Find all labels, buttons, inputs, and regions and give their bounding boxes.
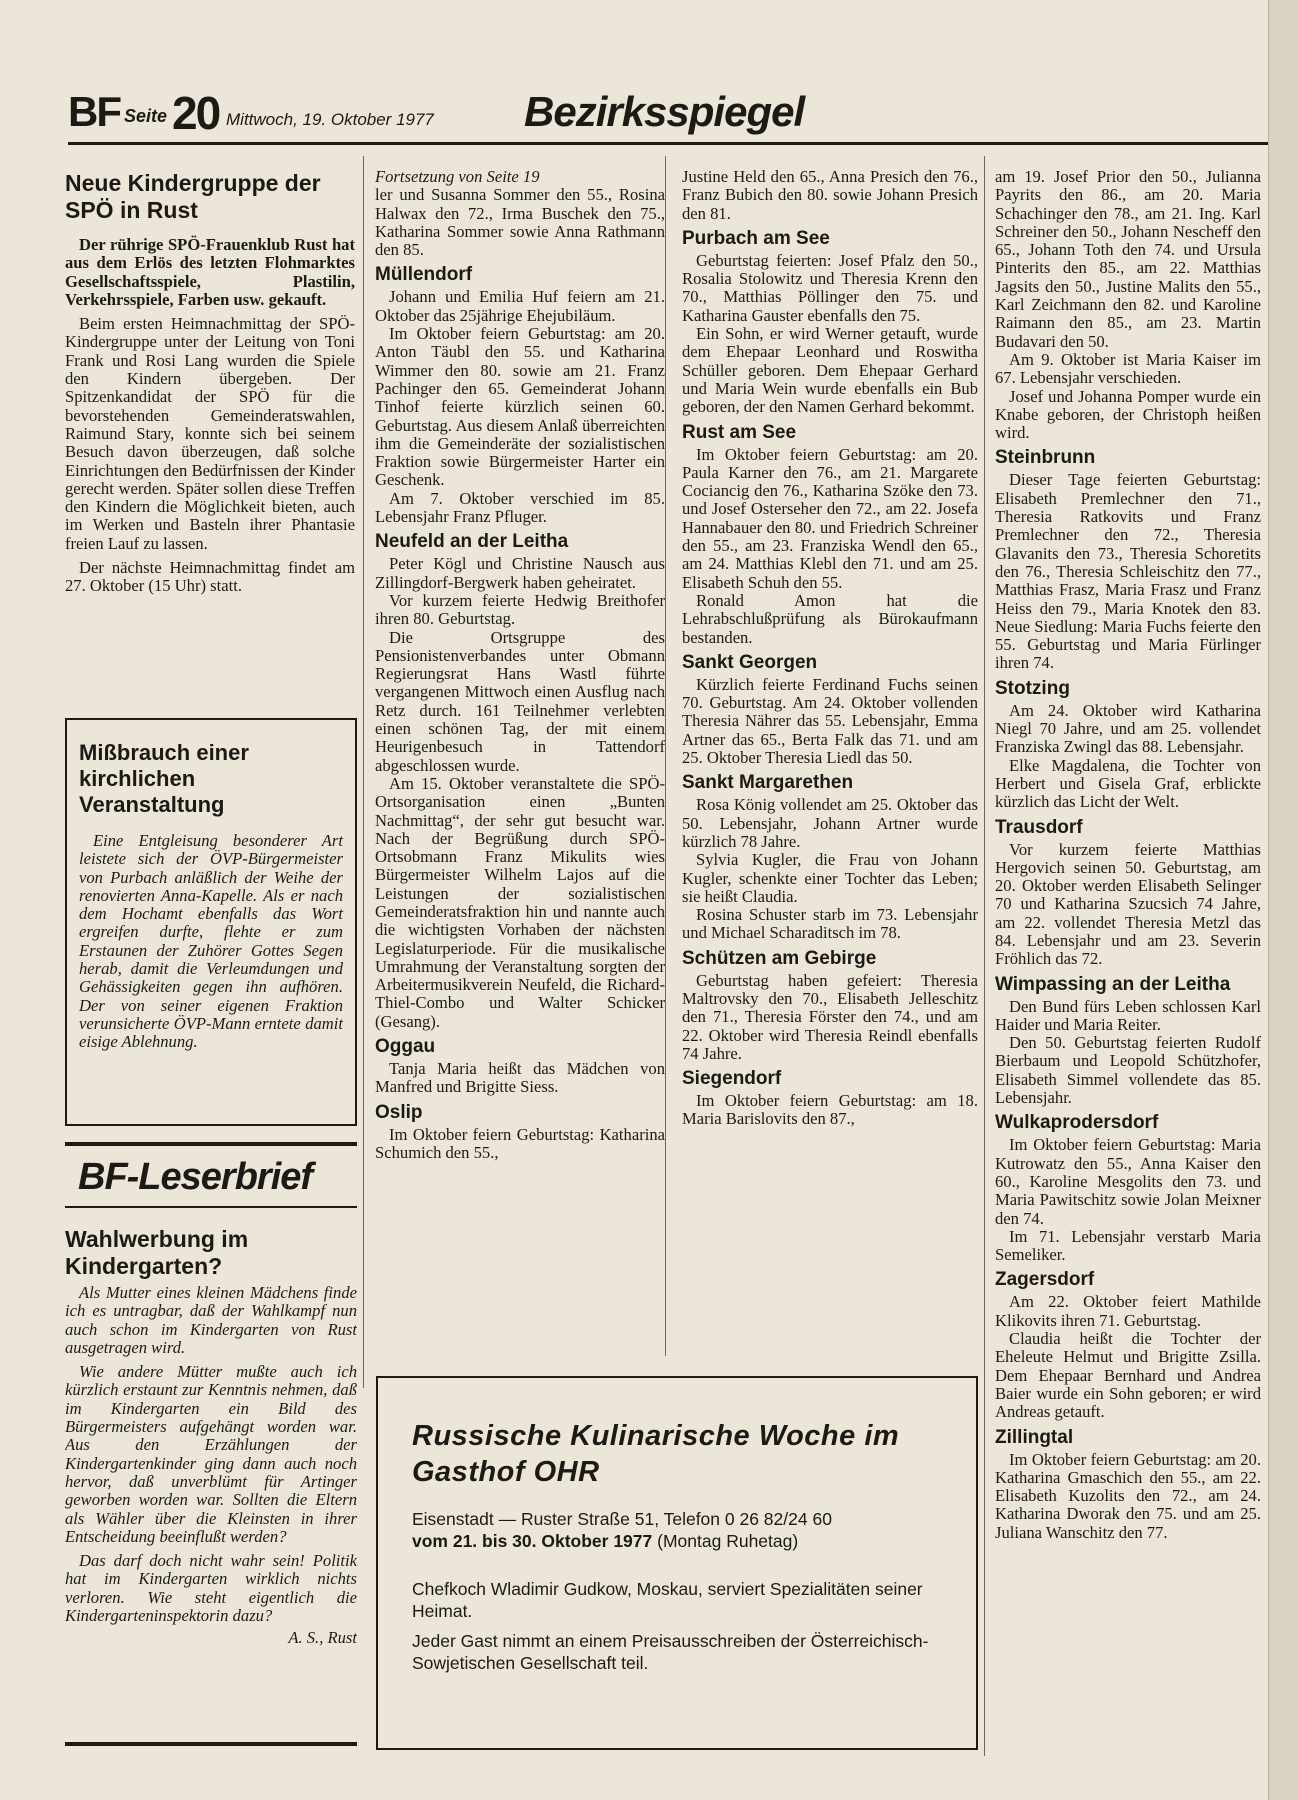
ad-title-line-2: Gasthof OHR [412, 1456, 600, 1488]
news-paragraph: Geburtstag haben gefeiert: Theresia Maltrovsky den 70., Elisabeth Jelleschitz den 71., Theresia Förster den 74., und am 22. Oktober wird Theresia Reindl ebenfalls 74 Jahre. [682, 970, 978, 1063]
news-paragraph: Im Oktober feiern Geburtstag: am 20. Katharina Gmaschich den 55., am 22. Elisabeth Kuzolits den 72., am 24. Katharina Dworak den 75. und am 25. Juliana Wanschitz den 77. [995, 1449, 1261, 1542]
ad-chef: Chefkoch Wladimir Gudkow, Moskau, serviert Spezialitäten seiner Heimat. [412, 1579, 923, 1621]
article-lead: Der rührige SPÖ-Frauenklub Rust hat aus dem Erlös des letzten Flohmarktes Gesellschaftsspiele, Plastilin, Verkehrsspiele, Farben usw. gekauft. [65, 235, 355, 309]
news-paragraph: Kürzlich feierte Ferdinand Fuchs seinen 70. Geburtstag. Am 24. Oktober vollenden Theresia Nährer das 55. Lebensjahr, Emma Artner das 65., Berta Falk das 71. und am 25. Oktober Theresia Liedl das 50. [682, 674, 978, 768]
place-heading-muellendorf: Müllendorf [375, 264, 473, 286]
reader-letter [65, 1226, 357, 1752]
adjacent-page-edge [1268, 0, 1298, 1800]
place-heading-siegendorf: Siegendorf [682, 1068, 782, 1090]
letter-signature: A. S., Rust [288, 1628, 357, 1648]
news-paragraph: Am 9. Oktober ist Maria Kaiser im 67. Lebensjahr verschieden. [995, 349, 1261, 388]
news-paragraph: Ein Sohn, er wird Werner getauft, wurde dem Ehepaar Leonhard und Roswitha Schüller geboren. Dem Ehepaar Gerhard und Maria Wein wurde ebenfalls ein Bub geboren, der den Namen Gerhard bekommt. [682, 324, 978, 417]
place-heading-neufeld: Neufeld an der Leitha [375, 531, 569, 553]
article-kindergruppe [65, 170, 355, 702]
leserbrief-heading: BF-Leserbrief [78, 1156, 313, 1198]
news-paragraph: Im Oktober feiern Geburtstag: am 20. Anton Täubl den 55. und Katharina Wimmer den 80. sowie am 21. Franz Pachinger den 65. Gemeinderat Johann Tinhof feierte kürzlich seinen 60. Geburtstag. Aus diesem Anlaß überreichten ihm die Gemeinderäte der sozialistischen Fraktion sowie Bürgermeister Harter ein Geschenk. [375, 324, 665, 490]
news-paragraph: Josef und Johanna Pomper wurde ein Knabe geboren, der Christoph heißen wird. [995, 386, 1261, 443]
place-heading-purbach: Purbach am See [682, 227, 830, 249]
news-paragraph: Im Oktober feiern Geburtstag: Katharina Schumich den 55., [375, 1124, 665, 1162]
leserbrief-rule [65, 1142, 357, 1146]
article-paragraph: Beim ersten Heimnachmittag der SPÖ-Kindergruppe unter der Leitung von Toni Frank und Rosi Lang wurden die Spiele den Kindern übergeben. Der Spitzenkandidat der SPÖ für die bevorstehenden Gemeinderatswahlen, Raimund Stary, konnte sich bei seinem Besuch davon überzeugen, daß solche Einrichtungen den Bedürfnissen der Kinder gerecht werden. Später sollen diese Treffen den Kindern die Möglichkeit bieten, auch im Werken und Basteln ihrer Phantasie freien Lauf zu lassen. [65, 314, 355, 553]
place-heading-sankt-georgen: Sankt Georgen [682, 651, 818, 673]
letter-headline: Wahlwerbung im Kindergarten? [65, 1226, 249, 1279]
news-paragraph: Justine Held den 65., Anna Presich den 76., Franz Bubich den 80. sowie Johann Presich den 81. [682, 168, 978, 223]
section-title: Bezirksspiegel [524, 88, 805, 135]
ad-title-line-1: Russische Kulinarische Woche im [412, 1420, 900, 1452]
place-heading-rust: Rust am See [682, 421, 797, 443]
column-end-rule [65, 1742, 357, 1746]
place-heading-steinbrunn: Steinbrunn [995, 447, 1096, 469]
issue-date: Mittwoch, 19. Oktober 1977 [226, 110, 434, 129]
paper-logo: BF [68, 88, 120, 135]
column-divider [984, 156, 985, 1756]
news-paragraph: Vor kurzem feierte Hedwig Breithofer ihren 80. Geburtstag. [375, 590, 665, 629]
letter-paragraph: Wie andere Mütter mußte auch ich kürzlich erstaunt zur Kenntnis nehmen, daß im Kindergarten ein Bild des Bürgermeisters aufgehängt worden war. Aus den Erzählungen der Kindergartenkinder ging dann auch noch hervor, daß unverblümt für Artinger geworben worden war. Sollten die Eltern als Wähler über die Kleinsten in ihrer Entscheidung beeinflußt werden? [65, 1362, 357, 1546]
news-paragraph: Im Oktober feiern Geburtstag: am 20. Paula Karner den 76., am 21. Margarete Cociancig den 76., Katharina Szöke den 73. und Josef Osterseher den 72., am 22. Josefa Hannabauer den 80. und Friedrich Schreiner den 55., am 23. Franziska Wendl den 65., am 24. Matthias Klebl den 71. und am 25. Elisabeth Schuh den 55. [682, 444, 978, 592]
local-news-column-4 [995, 168, 1261, 1758]
news-paragraph: Ronald Amon hat die Lehrabschlußprüfung als Bürokaufmann bestanden. [682, 590, 978, 647]
place-heading-schuetzen: Schützen am Gebirge [682, 947, 877, 969]
news-paragraph: Geburtstag feierten: Josef Pfalz den 50., Rosalia Stolowitz und Theresia Krenn den 70., Matthias Pöllinger den 75. und Katharina Gauster ebenfalls den 75. [682, 250, 978, 325]
news-paragraph: Peter Kögl und Christine Nausch aus Zillingdorf-Bergwerk haben geheiratet. [375, 554, 665, 592]
leserbrief-underline [65, 1206, 357, 1208]
news-paragraph: Rosina Schuster starb im 73. Lebensjahr und Michael Scharaditsch im 78. [682, 905, 978, 943]
news-paragraph: Am 7. Oktober verschied im 85. Lebensjahr Franz Pfluger. [375, 488, 665, 527]
continuation-note: Fortsetzung von Seite 19 [375, 168, 540, 186]
boxed-commentary [65, 718, 357, 1126]
news-paragraph: Im Oktober feiern Geburtstag: Maria Kutrowatz den 55., Anna Kaiser den 60., Karoline Mesgolits den 73. und Maria Pawitschitz sowie Jolan Meixner den 74. [995, 1135, 1261, 1228]
column-divider [363, 156, 364, 1388]
box-text: Eine Entgleisung besonderer Art leistete sich der ÖVP-Bürgermeister von Purbach anläßlich der Weihe der renovierten Anna-Kapelle. Als er nach dem Hochamt ebenfalls das Wort ergreifen durfte, flehte er zum Erstaunen der Zuhörer Gottes Segen herab, damit die Verleumdungen und Gehässigkeiten gegen ihn aufhören. Der von seiner eigenen Fraktion verunsicherte ÖVP-Mann erntete damit eisige Ablehnung. [79, 831, 343, 1052]
news-paragraph: Den Bund fürs Leben schlossen Karl Haider und Maria Reiter. [995, 996, 1261, 1034]
news-paragraph: Dieser Tage feierten Geburtstag: Elisabeth Premlechner den 71., Theresia Ratkovits und Franz Premlechner den 72., Theresia Glavanits den 73., Theresia Schoretits den 76., Theresia Schleischitz den 77., Matthias Frasz, Maria Frasz und Franz Heiss den 79., Maria Knotek den 83. Neue Siedlung: Maria Fuchs feierte den 55. Geburtstag und Maria Fürlinger ihren 74. [995, 470, 1261, 673]
ad-address: Eisenstadt — Ruster Straße 51, Telefon 0 26 82/24 60 [412, 1509, 832, 1529]
advertisement-box [376, 1376, 978, 1750]
news-paragraph: Vor kurzem feierte Matthias Hergovich seinen 50. Geburtstag, am 20. Oktober werden Elisabeth Selinger 70 und Katharina Szucsich 74 Jahre, am 22. vollendet Theresia Metzl das 84. Lebensjahr und am 23. Severin Fröhlich das 72. [995, 839, 1261, 969]
local-news-column-3 [682, 168, 978, 1368]
page-number: 20 [172, 87, 220, 139]
local-news-column-2 [375, 168, 665, 1368]
column-divider [665, 156, 666, 1356]
news-paragraph: Die Ortsgruppe des Pensionistenverbandes unter Obmann Regierungsrat Hans Wastl führte vergangenen Mittwoch einen Ausflug nach Retz durch. 161 Teilnehmer verlebten einen schönen Tag, der mit einem Heurigenbesuch in Tattendorf abgeschlossen wurde. [375, 627, 665, 775]
news-paragraph: am 19. Josef Prior den 50., Julianna Payrits den 86., am 20. Maria Schachinger den 78., am 21. Ing. Karl Schreiner den 50., Johann Nescheff den 65., Johann Toth den 74. und Ursula Pinterits den 85., am 22. Matthias Jagsits den 50., Justine Malits den 55., Karl Zeichmann den 82. und Karoline Raimann den 85., am 23. Martin Budavari den 50. [995, 168, 1261, 351]
article-headline: Neue Kindergruppe der SPÖ in Rust [65, 170, 321, 223]
news-paragraph: Am 22. Oktober feiert Mathilde Klikovits ihren 71. Geburtstag. [995, 1292, 1261, 1330]
ad-dates: vom 21. bis 30. Oktober 1977 [412, 1531, 653, 1551]
news-paragraph: Claudia heißt die Tochter der Eheleute Helmut und Brigitte Zsilla. Dem Ehepaar Bernhard und Andrea Baier wurde ein Sohn geboren; er wird Andreas getauft. [995, 1329, 1261, 1422]
masthead-rule [68, 142, 1268, 145]
place-heading-stotzing: Stotzing [995, 677, 1070, 699]
news-paragraph: Elke Magdalena, die Tochter von Herbert und Gisela Graf, erblickte kürzlich das Licht der Welt. [995, 755, 1261, 812]
place-heading-zagersdorf: Zagersdorf [995, 1269, 1095, 1291]
place-heading-oslip: Oslip [375, 1101, 423, 1123]
place-heading-wulkaprodersdorf: Wulkaprodersdorf [995, 1112, 1159, 1134]
ad-contest: Jeder Gast nimmt an einem Preisausschreiben der Österreichisch-Sowjetischen Gesellschaft teil. [412, 1631, 929, 1673]
news-paragraph: Im Oktober feiern Geburtstag: am 18. Maria Barislovits den 87., [682, 1091, 978, 1129]
place-heading-sankt-margarethen: Sankt Margarethen [682, 772, 854, 794]
news-paragraph: Sylvia Kugler, die Frau von Johann Kugler, schenkte einer Tochter das Leben; sie heißt Claudia. [682, 850, 978, 906]
place-heading-wimpassing: Wimpassing an der Leitha [995, 973, 1231, 995]
news-paragraph: Rosa König vollendet am 25. Oktober das 50. Lebensjahr, Johann Artner wurde kürzlich 78 Jahre. [682, 795, 978, 851]
letter-paragraph: Das darf doch nicht wahr sein! Politik hat im Kindergarten wirklich nichts verloren. Wie steht eigentlich die Kindergarteninspektorin dazu? [65, 1551, 357, 1626]
news-paragraph: Im 71. Lebensjahr verstarb Maria Semeliker. [995, 1226, 1261, 1265]
news-paragraph: Am 24. Oktober wird Katharina Niegl 70 Jahre, und am 25. vollendet Franziska Zwingl das 88. Lebensjahr. [995, 700, 1261, 757]
news-paragraph: Am 15. Oktober veranstaltete die SPÖ-Ortsorganisation einen „Bunten Nachmittag“, der sehr gut besucht war. Nach der Begrüßung durch SPÖ-Ortsobmann Franz Mikulits wies Bürgermeister Wilhelm Lajos auf die Leistungen der sozialistischen Gemeinderatsfraktion hin und nannte auch die wichtigsten Vorhaben der nächsten Legislaturperiode. Für die musikalische Umrahmung der Veranstaltung sorgten der Arbeitermusikverein Neufeld, die Richard-Thiel-Combo und Walter Schicker (Gesang). [375, 773, 665, 1031]
ad-dates-note: (Montag Ruhetag) [657, 1531, 799, 1551]
article-paragraph: Der nächste Heimnachmittag findet am 27. Oktober (15 Uhr) statt. [65, 558, 355, 596]
place-heading-trausdorf: Trausdorf [995, 816, 1083, 838]
news-paragraph: ler und Susanna Sommer den 55., Rosina Halwax den 72., Irma Buschek den 75., Katharina Sommer sowie Anna Rathmann den 85. [375, 185, 665, 260]
masthead [68, 88, 1268, 144]
place-heading-oggau: Oggau [375, 1036, 436, 1058]
news-paragraph: Johann und Emilia Huf feiern am 21. Oktober das 25jährige Ehejubiläum. [375, 287, 665, 325]
place-heading-zillingtal: Zillingtal [995, 1426, 1074, 1448]
news-paragraph: Tanja Maria heißt das Mädchen von Manfred und Brigitte Siess. [375, 1059, 665, 1097]
box-headline: Mißbrauch einer kirchlichen Veranstaltung [79, 740, 249, 817]
news-paragraph: Den 50. Geburtstag feierten Rudolf Bierbaum und Leopold Schützhofer, Elisabeth Simmel vollendete das 85. Lebensjahr. [995, 1033, 1261, 1108]
page-label: Seite [124, 106, 168, 126]
letter-paragraph: Als Mutter eines kleinen Mädchens finde ich es untragbar, daß der Wahlkampf nun auch schon im Kindergarten von Rust ausgetragen wird. [65, 1283, 357, 1357]
